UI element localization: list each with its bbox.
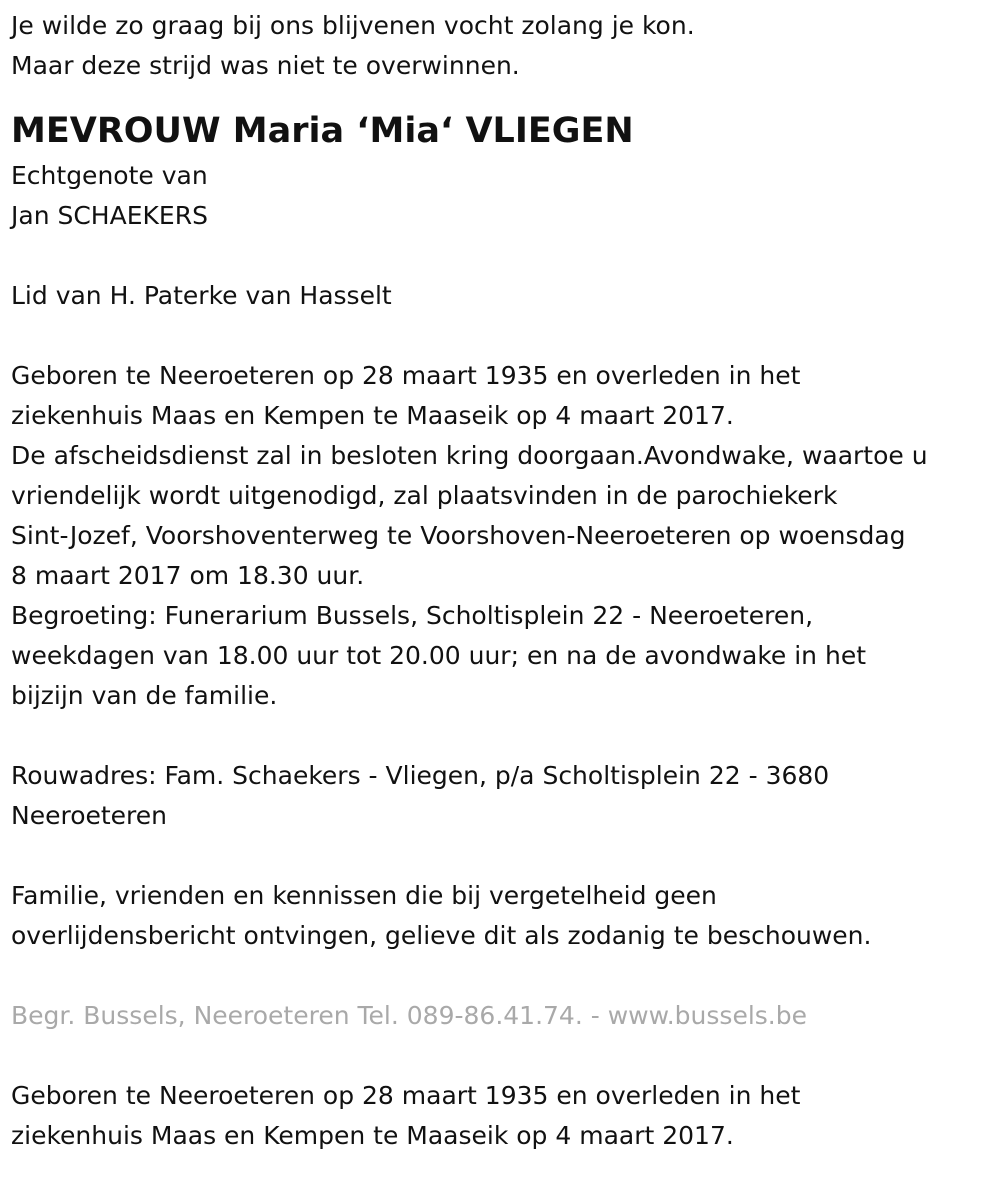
summary-line-1: Geboren te Neeroeteren op 28 maart 1935 en overleden in het [11, 1081, 801, 1110]
address-line-2: Neeroeteren [11, 801, 168, 830]
spacer [11, 1036, 991, 1076]
spacer [11, 836, 991, 876]
funeral-home-contact: Begr. Bussels, Neeroeteren Tel. 089-86.41.74. - www.bussels.be [11, 1001, 807, 1030]
intro-line-1: Je wilde zo graag bij ons blijvenen vocht zolang je kon. [11, 11, 695, 40]
details-line: bijzijn van de familie. [11, 681, 278, 710]
relation-line-2: Jan SCHAEKERS [11, 201, 208, 230]
details-line: Geboren te Neeroeteren op 28 maart 1935 en overleden in het [11, 361, 801, 390]
obituary-document [11, 6, 991, 1156]
intro-line-2: Maar deze strijd was niet te overwinnen. [11, 51, 520, 80]
details-line: Sint-Jozef, Voorshoventerweg te Voorshoven-Neeroeteren op woensdag [11, 521, 906, 550]
membership-line: Lid van H. Paterke van Hasselt [11, 281, 392, 310]
details-line: Begroeting: Funerarium Bussels, Scholtisplein 22 - Neeroeteren, [11, 601, 814, 630]
details-line: ziekenhuis Maas en Kempen te Maaseik op 4 maart 2017. [11, 401, 734, 430]
relation-line-1: Echtgenote van [11, 161, 208, 190]
address-line-1: Rouwadres: Fam. Schaekers - Vliegen, p/a Scholtisplein 22 - 3680 [11, 761, 830, 790]
spacer [11, 956, 991, 996]
spacer [11, 236, 991, 276]
summary-line-2: ziekenhuis Maas en Kempen te Maaseik op 4 maart 2017. [11, 1121, 734, 1150]
spacer [11, 316, 991, 356]
spacer [11, 716, 991, 756]
notice-line-1: Familie, vrienden en kennissen die bij vergetelheid geen [11, 881, 717, 910]
details-line: vriendelijk wordt uitgenodigd, zal plaatsvinden in de parochiekerk [11, 481, 838, 510]
details-line: De afscheidsdienst zal in besloten kring doorgaan.Avondwake, waartoe u [11, 441, 928, 470]
notice-line-2: overlijdensbericht ontvingen, gelieve dit als zodanig te beschouwen. [11, 921, 872, 950]
details-line: weekdagen van 18.00 uur tot 20.00 uur; en na de avondwake in het [11, 641, 867, 670]
details-line: 8 maart 2017 om 18.30 uur. [11, 561, 365, 590]
deceased-name-heading: MEVROUW Maria ‘Mia‘ VLIEGEN [11, 111, 634, 151]
spacer [11, 86, 991, 108]
